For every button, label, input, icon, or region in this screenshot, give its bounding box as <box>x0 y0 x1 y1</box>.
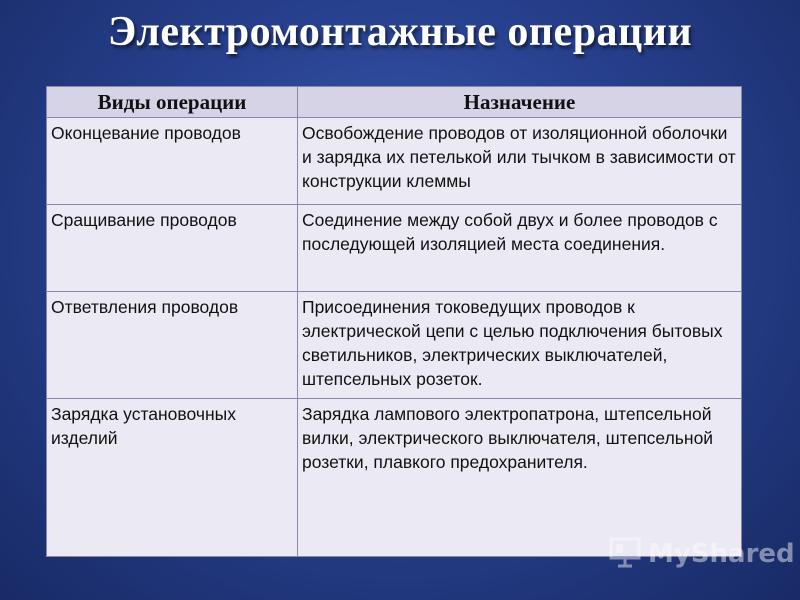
watermark-text: MyShared <box>648 539 795 569</box>
presentation-board-icon <box>608 535 642 574</box>
header-purpose: Назначение <box>298 87 742 118</box>
operation-cell: Сращивание проводов <box>47 204 298 291</box>
table-row <box>47 399 742 557</box>
purpose-cell: Соединение между собой двух и более проводов с последующей изоляцией места соединения. <box>298 204 742 291</box>
purpose-cell: Присоединения токоведущих проводов к электрической цепи с целью подключения бытовых светильников, электрических выключателей, штепсельных розеток. <box>298 291 742 398</box>
operation-cell: Оконцевание проводов <box>47 118 298 205</box>
purpose-cell: Освобождение проводов от изоляционной оболочки и зарядка их петелькой или тычком в зависимости от конструкции клеммы <box>298 118 742 205</box>
table-row <box>47 118 742 205</box>
slide-title: Электромонтажные операции <box>107 9 693 55</box>
purpose-cell: Зарядка лампового электропатрона, штепсельной вилки, электрического выключателя, штепсельной розетки, плавкого предохранителя. <box>298 399 742 557</box>
watermark <box>608 534 795 574</box>
table-header-row <box>47 87 742 118</box>
table-row <box>47 204 742 291</box>
table-row <box>47 291 742 398</box>
header-operation-type: Виды операции <box>47 87 298 118</box>
operation-cell: Ответвления проводов <box>47 291 298 398</box>
operation-cell: Зарядка установочных изделий <box>47 399 298 557</box>
operations-table <box>46 86 742 557</box>
